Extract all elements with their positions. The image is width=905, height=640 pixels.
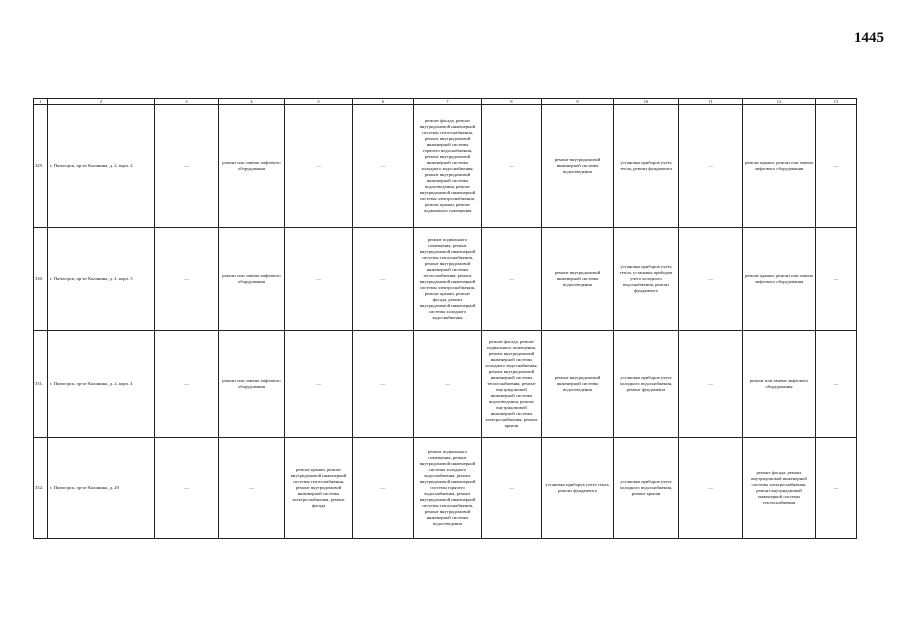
table-cell: — xyxy=(155,438,219,539)
table-cell: — xyxy=(679,228,743,331)
column-number: 8 xyxy=(482,99,542,105)
column-number: 13 xyxy=(816,99,857,105)
table-cell: ремонт или замена лифтового оборудования xyxy=(219,228,285,331)
column-number: 10 xyxy=(614,99,679,105)
table-cell: — xyxy=(155,228,219,331)
table-cell: установка приборов учета тепла, ремонт фундамента xyxy=(542,438,614,539)
repair-schedule-table xyxy=(33,98,857,539)
table-cell: ремонт крыши, ремонт внутридомовой инженерной системы теплоснабжения, ремонт внутридомовой инженерной системы электроснабжения, ремонт фасада xyxy=(285,438,353,539)
table-cell: — xyxy=(353,331,414,438)
table-cell: — xyxy=(414,331,482,438)
column-number: 5 xyxy=(285,99,353,105)
column-number: 4 xyxy=(219,99,285,105)
table-cell: — xyxy=(353,228,414,331)
row-number: 330. xyxy=(34,228,48,331)
table-row xyxy=(34,438,857,539)
column-number: 12 xyxy=(743,99,816,105)
table-cell: — xyxy=(482,438,542,539)
address-cell: г. Пятигорск, пр-кт Калинина, д. 20 xyxy=(48,438,155,539)
address-cell: г. Пятигорск, пр-кт Калинина, д. 2, корп. 3 xyxy=(48,228,155,331)
table-cell: — xyxy=(353,438,414,539)
table-cell: ремонт фасада, ремонт внутридомовой инженерной системы электроснабжения, ремонт внутридомовой инженерной системы теплоснабжения xyxy=(743,438,816,539)
table-cell: — xyxy=(816,331,857,438)
table-cell: — xyxy=(816,228,857,331)
table-cell: установка приборов учета холодного водоснабжения, ремонт крыши xyxy=(614,438,679,539)
table-cell: ремонт внутридомовой инженерной системы водоотведения xyxy=(542,105,614,228)
table-cell: — xyxy=(482,228,542,331)
column-number: 9 xyxy=(542,99,614,105)
table-cell: — xyxy=(285,105,353,228)
table-cell: — xyxy=(155,105,219,228)
column-number: 6 xyxy=(353,99,414,105)
table-cell: — xyxy=(816,105,857,228)
table-cell: установка приборов учета холодного водоснабжения, ремонт фундамента xyxy=(614,331,679,438)
column-number: 2 xyxy=(48,99,155,105)
table-cell: ремонт крыши, ремонт или замена лифтового оборудования xyxy=(743,228,816,331)
address-cell: г. Пятигорск, пр-кт Калинина, д. 2, корп. 4 xyxy=(48,331,155,438)
table-cell: установка приборов учета тепла, установка приборов учета холодного водоснабжения, ремонт фундамента xyxy=(614,228,679,331)
table-cell: — xyxy=(816,438,857,539)
table-cell: ремонт или замена лифтового оборудования xyxy=(219,105,285,228)
row-number: 329. xyxy=(34,105,48,228)
table-cell: — xyxy=(482,105,542,228)
address-cell: г. Пятигорск, пр-кт Калинина, д. 2, корп. 2 xyxy=(48,105,155,228)
table-cell: ремонт внутридомовой инженерной системы водоотведения xyxy=(542,228,614,331)
table-cell: — xyxy=(285,228,353,331)
table-cell: ремонт фасада, ремонт подвального помещения, ремонт внутридомовой инженерной системы холодного водоснабжения, ремонт внутридомовой инженерной системы теплоснабжения, ремонт внутридомовой инженерной системы водоотведения, ремонт внутридомовой инженерной системы электроснабжения, ремонт крыши xyxy=(482,331,542,438)
page-number: 1445 xyxy=(854,30,884,46)
table-cell: — xyxy=(155,331,219,438)
table-row xyxy=(34,228,857,331)
table-cell: ремонт крыши, ремонт или замена лифтового оборудования xyxy=(743,105,816,228)
table-cell: ремонт или замена лифтового оборудования xyxy=(743,331,816,438)
table-cell: ремонт или замена лифтового оборудования xyxy=(219,331,285,438)
table-cell: — xyxy=(353,105,414,228)
column-number: 7 xyxy=(414,99,482,105)
table-cell: ремонт фасада, ремонт внутридомовой инженерной системы теплоснабжения, ремонт внутридомовой инженерной системы горячего водоснабжения, ремонт внутридомовой инженерной системы холодного водоснабжения, ремонт внутридомовой инженерной системы водоотведения, ремонт внутридомовой инженерной системы электроснабжения, ремонт крыши, ремонт подвального помещения xyxy=(414,105,482,228)
table-row xyxy=(34,105,857,228)
table-cell: ремонт подвального помещения, ремонт внутридомовой инженерной системы теплоснабжения, ремонт внутридомовой инженерной системы теплоснабжения, ремонт внутридомовой инженерной системы электроснабжения, ремонт крыши, ремонт фасада, ремонт внутридомовой инженерной системы холодного водоснабжения xyxy=(414,228,482,331)
column-number: 1 xyxy=(34,99,48,105)
table-cell: — xyxy=(285,331,353,438)
column-number: 3 xyxy=(155,99,219,105)
table-cell: — xyxy=(679,105,743,228)
table-row xyxy=(34,331,857,438)
table-cell: ремонт внутридомовой инженерной системы водоотведения xyxy=(542,331,614,438)
column-number: 11 xyxy=(679,99,743,105)
table-cell: установка приборов учета тепла, ремонт фундамента xyxy=(614,105,679,228)
table-cell: — xyxy=(679,331,743,438)
row-number: 332. xyxy=(34,438,48,539)
table-cell: — xyxy=(219,438,285,539)
row-number: 331. xyxy=(34,331,48,438)
table-cell: — xyxy=(679,438,743,539)
table-cell: ремонт подвального помещения, ремонт внутридомовой инженерной системы холодного водоснабжения, ремонт внутридомовой инженерной системы горячего водоснабжения, ремонт внутридомовой инженерной системы теплоснабжения, ремонт внутридомовой инженерной системы водоотведения xyxy=(414,438,482,539)
